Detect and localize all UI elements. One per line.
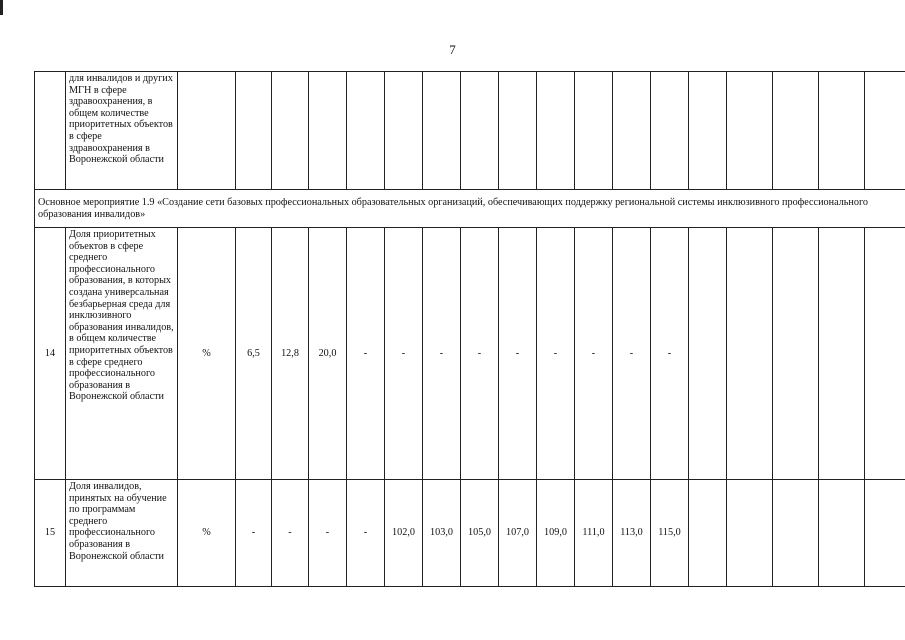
value-cell: 111,0 [575,480,613,587]
value-cell [727,72,773,190]
value-cell [272,72,309,190]
value-cell [773,228,819,480]
value-cell: - [272,480,309,587]
value-cell: 6,5 [236,228,272,480]
value-cell: 20,0 [309,228,347,480]
section-header-row [35,190,905,228]
value-cell: 107,0 [499,480,537,587]
value-cell: 105,0 [461,480,499,587]
indicator-name: Доля приоритетных объектов в сфере среднего профессионального образования, в которых создана универсальная безбарьерная среда для инклюзивного образования инвалидов, в общем количестве приоритетных объектов в сфере среднего профессионального образования в Воронежской области [66,228,178,480]
value-cell: - [347,228,385,480]
value-cell: - [651,228,689,480]
value-cell [865,228,905,480]
table-row [35,480,905,587]
value-cell: - [385,228,423,480]
unit-cell: % [178,228,236,480]
value-cell [727,480,773,587]
scan-edge-mark [0,0,3,15]
value-cell: 115,0 [651,480,689,587]
value-cell: 103,0 [423,480,461,587]
value-cell [865,480,905,587]
value-cell [773,480,819,587]
value-cell [499,72,537,190]
value-cell: - [537,228,575,480]
value-cell [727,228,773,480]
value-cell [865,72,905,190]
value-cell: - [423,228,461,480]
value-cell [689,480,727,587]
indicator-table [34,71,905,587]
value-cell: - [499,228,537,480]
value-cell [689,72,727,190]
value-cell [819,228,865,480]
value-cell [385,72,423,190]
value-cell: - [236,480,272,587]
row-number: 14 [35,228,66,480]
value-cell: - [613,228,651,480]
value-cell [689,228,727,480]
row-number [35,72,66,190]
unit-cell [178,72,236,190]
indicator-name: для инвалидов и других МГН в сфере здравоохранения, в общем количестве приоритетных объектов в сфере здравоохранения в Воронежской области [66,72,178,190]
value-cell [461,72,499,190]
value-cell: 113,0 [613,480,651,587]
unit-cell: % [178,480,236,587]
value-cell: 102,0 [385,480,423,587]
section-title: Основное мероприятие 1.9 «Создание сети базовых профессиональных образовательных организаций, обеспечивающих поддержку региональной системы инклюзивного профессионального образования инвалидов» [35,190,905,228]
value-cell [819,72,865,190]
indicator-name: Доля инвалидов, принятых на обучение по программам среднего профессионального образования в Воронежской области [66,480,178,587]
value-cell [347,72,385,190]
value-cell: 12,8 [272,228,309,480]
value-cell [575,72,613,190]
value-cell: - [575,228,613,480]
value-cell [819,480,865,587]
value-cell: - [347,480,385,587]
value-cell [309,72,347,190]
table-row [35,228,905,480]
value-cell [613,72,651,190]
value-cell: - [309,480,347,587]
table-row [35,72,905,190]
value-cell [423,72,461,190]
value-cell [537,72,575,190]
value-cell [651,72,689,190]
row-number: 15 [35,480,66,587]
value-cell [773,72,819,190]
page-number: 7 [449,42,456,57]
value-cell: - [461,228,499,480]
value-cell: 109,0 [537,480,575,587]
value-cell [236,72,272,190]
